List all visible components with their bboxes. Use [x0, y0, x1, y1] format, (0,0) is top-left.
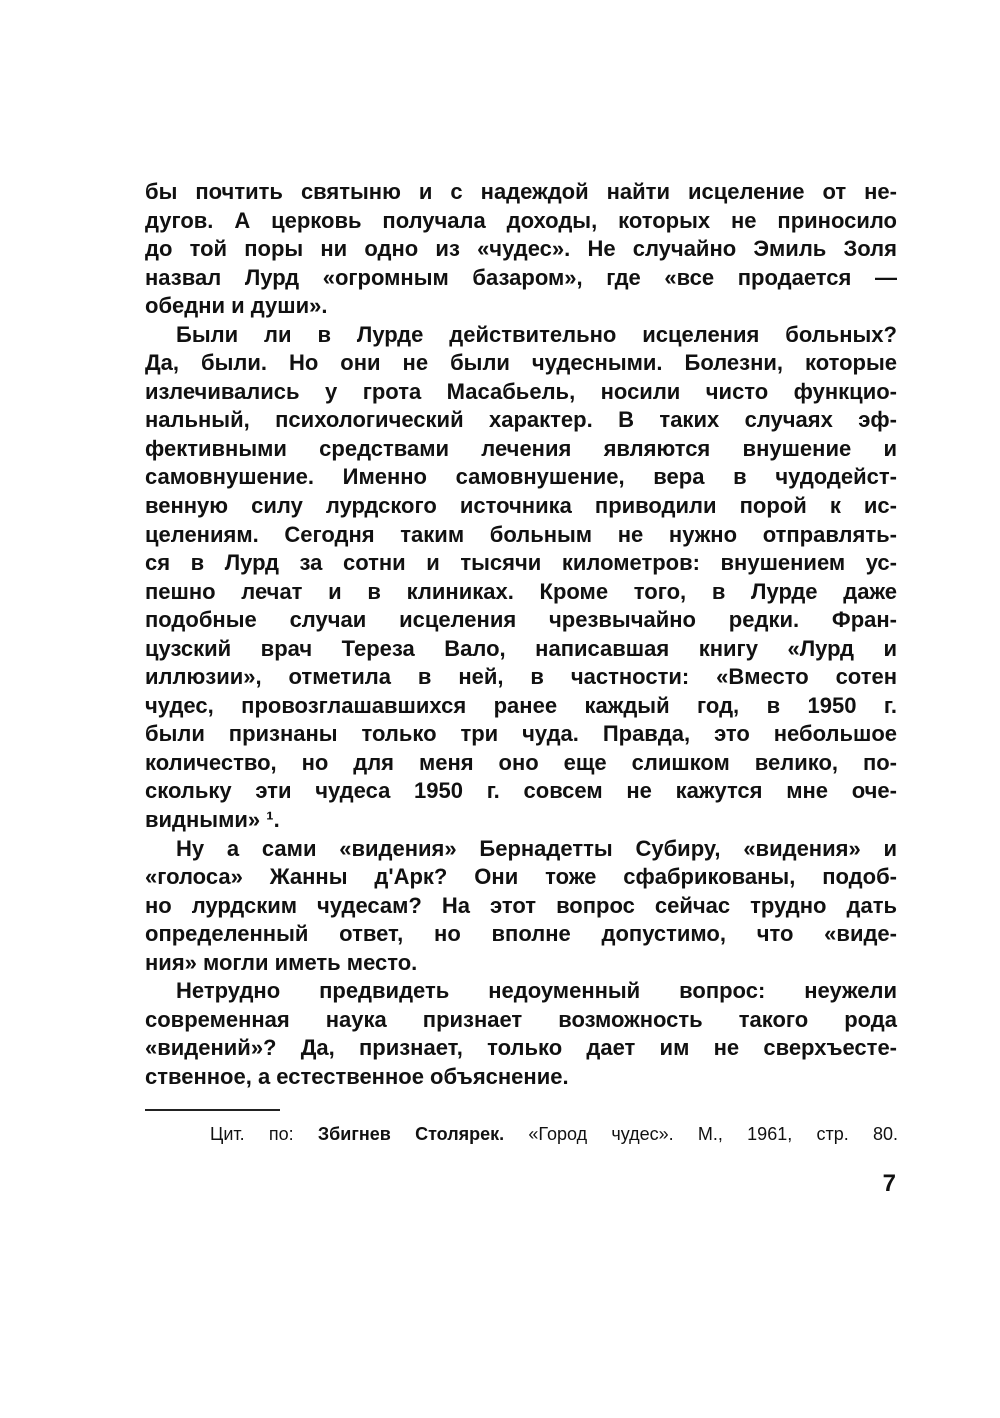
text-line: ся в Лурд за сотни и тысячи километров: внушением ус- [145, 550, 897, 576]
text-line: ственное, а естественное объяснение. [145, 1063, 569, 1089]
footnote-source: «Город чудес». М., 1961, стр. 80. [528, 1124, 899, 1144]
text-line: определенный ответ, но вполне допустимо, что «виде- [145, 921, 897, 947]
text-line: до той поры ни одно из «чудес». Не случайно Эмиль Золя [145, 236, 897, 262]
text-line: Ну а сами «видения» Бернадетты Субиру, «видения» и [176, 835, 897, 861]
footnote-prefix: Цит. по: [210, 1124, 294, 1144]
text-line: венную силу лурдского источника приводили порой к ис- [145, 493, 897, 519]
text-line: скольку эти чудеса 1950 г. совсем не кажутся мне оче- [145, 778, 897, 804]
footnote-separator [145, 1109, 280, 1111]
body-text [145, 178, 897, 1092]
footnote [210, 1124, 898, 1145]
text-line: ния» могли иметь место. [145, 949, 418, 975]
footnote-author: Збигнев Столярек. [317, 1124, 505, 1144]
text-line: нальный, психологический характер. В таких случаях эф- [145, 407, 897, 433]
text-line: Нетрудно предвидеть недоуменный вопрос: неужели [176, 978, 897, 1004]
text-line: иллюзии», отметила в ней, в частности: «Вместо сотен [145, 664, 897, 690]
text-line: «видений»? Да, признает, только дает им не сверхъесте- [145, 1035, 897, 1061]
text-line: Да, были. Но они не были чудесными. Болезни, которые [145, 350, 897, 376]
text-line: были признаны только три чуда. Правда, это небольшое [145, 721, 897, 747]
text-line: количество, но для меня оно еще слишком велико, по- [145, 749, 897, 775]
text-line: назвал Лурд «огромным базаром», где «все продается — [145, 264, 897, 290]
text-line: «голоса» Жанны д'Арк? Они тоже сфабрикованы, подоб- [145, 864, 897, 890]
text-line: целениям. Сегодня таким больным не нужно отправлять- [145, 521, 897, 547]
text-line: дугов. А церковь получала доходы, которых не приносило [145, 207, 897, 233]
text-line: Были ли в Лурде действительно исцеления больных? [176, 321, 897, 347]
text-line: пешно лечат и в клиниках. Кроме того, в Лурде даже [145, 578, 897, 604]
paragraph [145, 835, 897, 978]
text-line: чудес, провозглашавшихся ранее каждый год, в 1950 г. [145, 692, 897, 718]
text-line: бы почтить святыню и с надеждой найти исцеление от не- [145, 179, 897, 204]
paragraph [145, 321, 897, 835]
text-line: фективными средствами лечения являются внушение и [145, 435, 897, 461]
text-line: видными» ¹. [145, 807, 280, 833]
text-line: цузский врач Тереза Вало, написавшая книгу «Лурд и [145, 635, 897, 661]
paragraph [145, 977, 897, 1091]
text-line: излечивались у грота Масабьель, носили чисто функцио- [145, 378, 897, 404]
text-line: обедни и души». [145, 293, 328, 319]
text-line: но лурдским чудесам? На этот вопрос сейчас трудно дать [145, 892, 897, 918]
text-line: подобные случаи исцеления чрезвычайно редки. Фран- [145, 607, 897, 633]
page-number: 7 [882, 1170, 896, 1197]
text-line: современная наука признает возможность такого рода [145, 1006, 897, 1032]
paragraph [145, 178, 897, 321]
text-line: самовнушение. Именно самовнушение, вера в чудодейст- [145, 464, 897, 490]
